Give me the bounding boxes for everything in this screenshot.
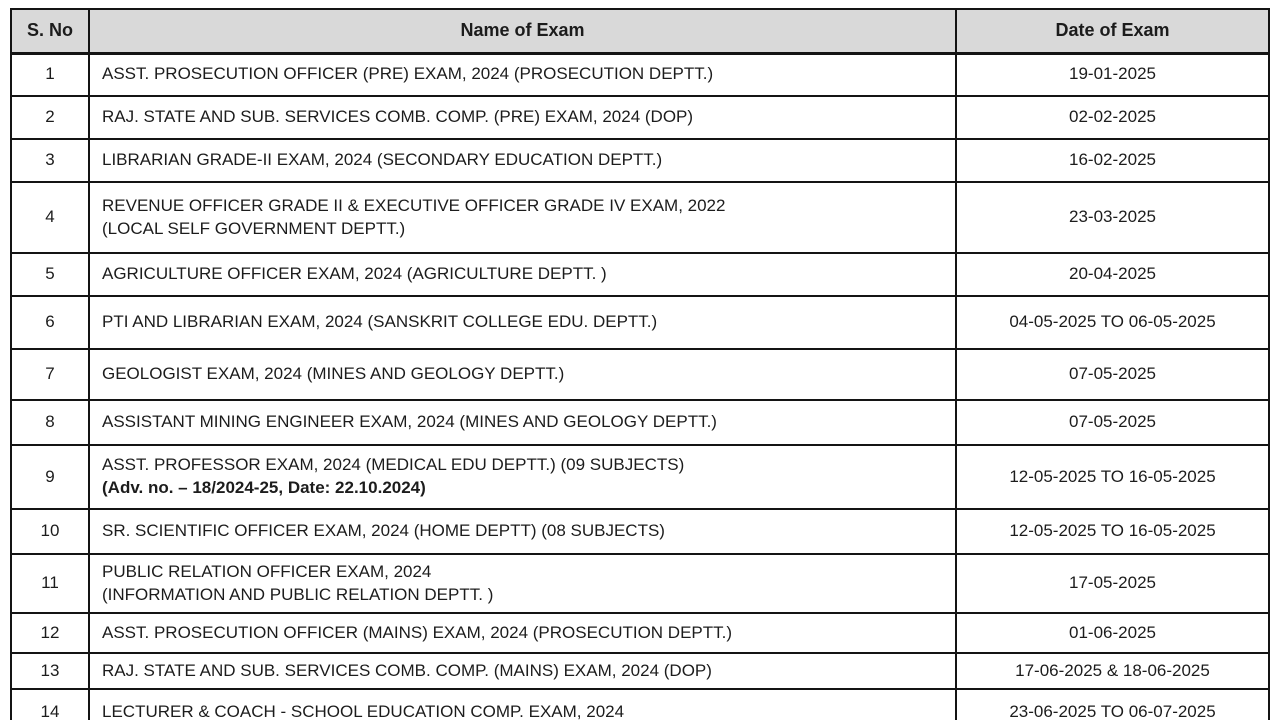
exam-name-line: LIBRARIAN GRADE-II EXAM, 2024 (SECONDARY EDUCATION DEPTT.)	[102, 150, 663, 170]
cell-exam-name	[89, 554, 956, 613]
table-row	[11, 445, 1269, 509]
cell-serial-number: 14	[11, 689, 89, 720]
cell-exam-date: 04-05-2025 TO 06-05-2025	[956, 296, 1269, 349]
table-row	[11, 400, 1269, 445]
table-row	[11, 139, 1269, 182]
cell-exam-date: 19-01-2025	[956, 53, 1269, 96]
table-row	[11, 554, 1269, 613]
cell-exam-name	[89, 653, 956, 689]
table-body	[11, 53, 1269, 720]
exam-name-line: (LOCAL SELF GOVERNMENT DEPTT.)	[102, 218, 406, 238]
cell-exam-name	[89, 53, 956, 96]
exam-name-line: ASST. PROFESSOR EXAM, 2024 (MEDICAL EDU DEPTT.) (09 SUBJECTS)	[102, 455, 685, 475]
cell-exam-date: 20-04-2025	[956, 253, 1269, 296]
cell-exam-date: 17-06-2025 & 18-06-2025	[956, 653, 1269, 689]
cell-exam-name	[89, 349, 956, 400]
exam-name-line: RAJ. STATE AND SUB. SERVICES COMB. COMP. (MAINS) EXAM, 2024 (DOP)	[102, 660, 712, 680]
cell-exam-date: 07-05-2025	[956, 400, 1269, 445]
cell-exam-name	[89, 96, 956, 139]
cell-exam-name	[89, 296, 956, 349]
table-row	[11, 53, 1269, 96]
cell-exam-date: 01-06-2025	[956, 613, 1269, 653]
cell-exam-date: 23-03-2025	[956, 182, 1269, 253]
table-row	[11, 349, 1269, 400]
cell-exam-name	[89, 400, 956, 445]
cell-exam-date: 23-06-2025 TO 06-07-2025	[956, 689, 1269, 720]
cell-exam-name	[89, 509, 956, 554]
cell-exam-date: 17-05-2025	[956, 554, 1269, 613]
cell-serial-number: 6	[11, 296, 89, 349]
exam-name-line: ASST. PROSECUTION OFFICER (MAINS) EXAM, 2024 (PROSECUTION DEPTT.)	[102, 622, 733, 642]
exam-name-line: (INFORMATION AND PUBLIC RELATION DEPTT. )	[102, 584, 494, 604]
table-row	[11, 253, 1269, 296]
table-row	[11, 509, 1269, 554]
table-row	[11, 653, 1269, 689]
cell-serial-number: 7	[11, 349, 89, 400]
cell-serial-number: 5	[11, 253, 89, 296]
cell-serial-number: 4	[11, 182, 89, 253]
exam-name-line: AGRICULTURE OFFICER EXAM, 2024 (AGRICULTURE DEPTT. )	[102, 264, 607, 284]
exam-name-line: ASST. PROSECUTION OFFICER (PRE) EXAM, 2024 (PROSECUTION DEPTT.)	[102, 64, 714, 84]
cell-exam-date: 07-05-2025	[956, 349, 1269, 400]
exam-name-line: LECTURER & COACH - SCHOOL EDUCATION COMP. EXAM, 2024	[102, 701, 625, 720]
table-row	[11, 182, 1269, 253]
table-row	[11, 96, 1269, 139]
exam-name-line: (Adv. no. – 18/2024-25, Date: 22.10.2024)	[102, 478, 426, 497]
cell-serial-number: 10	[11, 509, 89, 554]
cell-exam-date: 16-02-2025	[956, 139, 1269, 182]
header-serial-number: S. No	[11, 9, 89, 53]
cell-serial-number: 2	[11, 96, 89, 139]
header-exam-date: Date of Exam	[956, 9, 1269, 53]
exam-name-line: PUBLIC RELATION OFFICER EXAM, 2024	[102, 561, 432, 581]
table-row	[11, 296, 1269, 349]
cell-serial-number: 13	[11, 653, 89, 689]
cell-serial-number: 3	[11, 139, 89, 182]
cell-exam-name	[89, 613, 956, 653]
exam-name-line: SR. SCIENTIFIC OFFICER EXAM, 2024 (HOME DEPTT) (08 SUBJECTS)	[102, 521, 665, 541]
cell-serial-number: 1	[11, 53, 89, 96]
cell-serial-number: 9	[11, 445, 89, 509]
exam-name-line: REVENUE OFFICER GRADE II & EXECUTIVE OFFICER GRADE IV EXAM, 2022	[102, 195, 726, 215]
cell-exam-name	[89, 689, 956, 720]
exam-name-line: RAJ. STATE AND SUB. SERVICES COMB. COMP. (PRE) EXAM, 2024 (DOP)	[102, 107, 694, 127]
header-exam-name: Name of Exam	[89, 9, 956, 53]
cell-exam-name	[89, 182, 956, 253]
table-header	[11, 9, 1269, 53]
exam-schedule-table	[10, 8, 1270, 720]
table-row	[11, 689, 1269, 720]
exam-name-line: GEOLOGIST EXAM, 2024 (MINES AND GEOLOGY DEPTT.)	[102, 364, 565, 384]
cell-serial-number: 12	[11, 613, 89, 653]
cell-serial-number: 11	[11, 554, 89, 613]
cell-exam-name	[89, 253, 956, 296]
exam-name-line: ASSISTANT MINING ENGINEER EXAM, 2024 (MINES AND GEOLOGY DEPTT.)	[102, 412, 717, 432]
cell-exam-name	[89, 445, 956, 509]
cell-serial-number: 8	[11, 400, 89, 445]
cell-exam-name	[89, 139, 956, 182]
header-row	[11, 9, 1269, 53]
cell-exam-date: 02-02-2025	[956, 96, 1269, 139]
cell-exam-date: 12-05-2025 TO 16-05-2025	[956, 509, 1269, 554]
cell-exam-date: 12-05-2025 TO 16-05-2025	[956, 445, 1269, 509]
table-row	[11, 613, 1269, 653]
exam-name-line: PTI AND LIBRARIAN EXAM, 2024 (SANSKRIT COLLEGE EDU. DEPTT.)	[102, 312, 658, 332]
